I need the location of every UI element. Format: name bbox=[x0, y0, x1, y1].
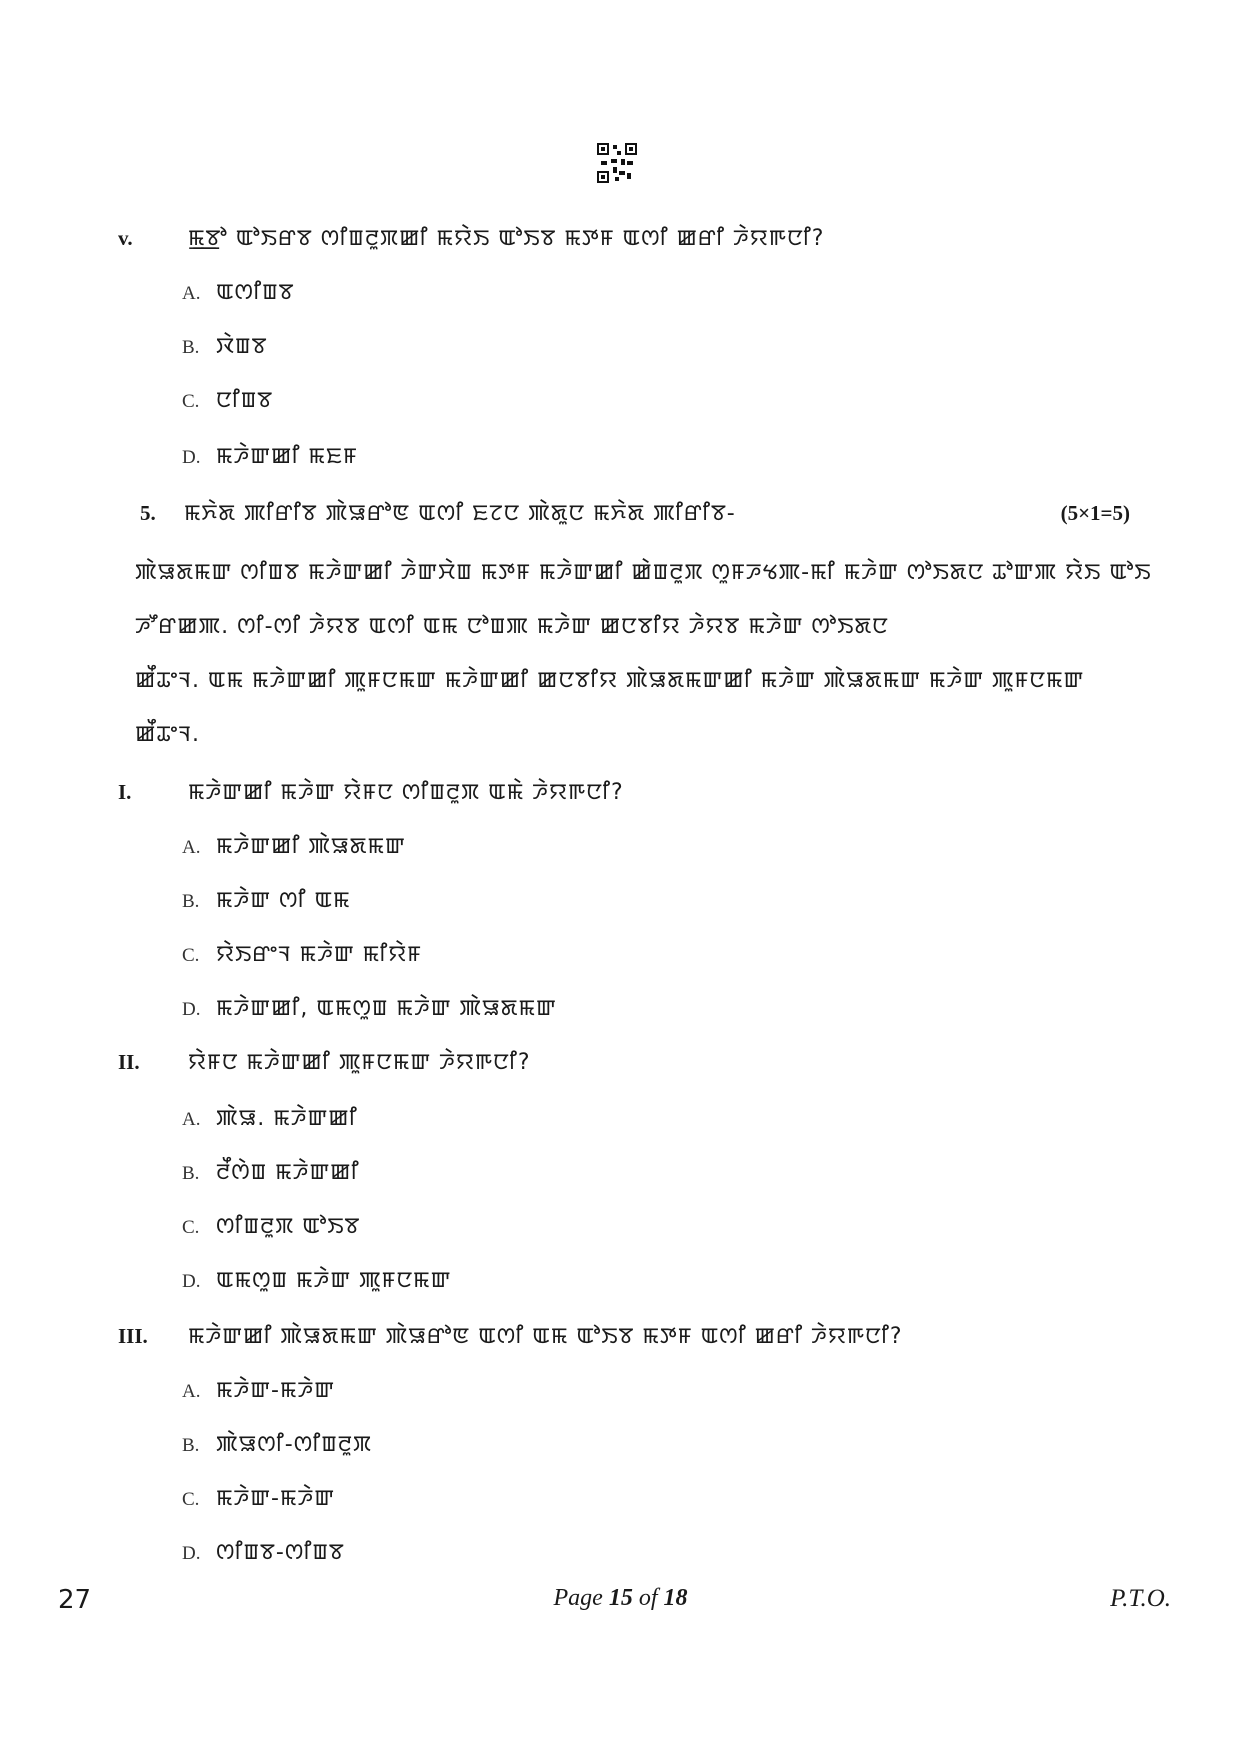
option-text: ꯋꯥꯡꯕ bbox=[216, 334, 268, 359]
option-c[interactable] bbox=[182, 1482, 335, 1513]
option-d[interactable] bbox=[182, 1264, 451, 1295]
option-c[interactable] bbox=[182, 384, 273, 415]
passage-line: ꯀꯩꯊꯦꯜ. bbox=[135, 722, 200, 747]
option-text: ꯂꯩꯁꯥꯡ ꯃꯍꯥꯛꯀꯤ bbox=[216, 1160, 360, 1185]
page-prefix: Page bbox=[553, 1585, 609, 1611]
option-text: ꯑꯃꯁꯨꯡ ꯃꯍꯥꯛ ꯄꯨꯝꯅꯃꯛ bbox=[216, 1268, 452, 1293]
option-b[interactable] bbox=[182, 1428, 372, 1459]
marks-label: (5×1=5) bbox=[1060, 501, 1130, 525]
option-a[interactable] bbox=[182, 830, 406, 861]
pto-label: P.T.O. bbox=[1110, 1585, 1171, 1612]
qr-code-icon bbox=[597, 143, 637, 183]
question-text: ꯃ꯭ꯕꯣ ꯑꯣꯏꯔꯕ ꯁꯤꯡꯂꯨꯞꯀꯤ ꯃꯌꯥꯏ ꯑꯣꯏꯕ ꯃꯇꯝ ꯑꯁꯤ ꯀꯔꯤ ꯍꯥꯌꯒꯅꯤ? bbox=[188, 226, 825, 251]
question-text: ꯃꯍꯥꯛꯀꯤ ꯃꯍꯥꯛ ꯌꯥꯝꯅ ꯁꯤꯡꯂꯨꯞ ꯑꯃꯥ ꯍꯥꯌꯒꯅꯤ? bbox=[188, 780, 624, 805]
option-label: D. bbox=[182, 1271, 201, 1292]
page-of: of bbox=[632, 1585, 664, 1611]
option-d[interactable] bbox=[182, 1536, 345, 1567]
option-label: D. bbox=[182, 1543, 201, 1564]
option-text: ꯁꯤꯡꯂꯨꯞ ꯑꯣꯏꯕ bbox=[216, 1214, 361, 1239]
option-text: ꯃꯍꯥꯛꯀꯤ, ꯑꯃꯁꯨꯡ ꯃꯍꯥꯛ ꯄꯥꯎꯗꯃꯛ bbox=[216, 996, 557, 1021]
option-a[interactable] bbox=[182, 1374, 335, 1405]
option-text: ꯑꯁꯤꯡꯕ bbox=[216, 280, 295, 305]
question-number: 5. bbox=[140, 501, 156, 525]
option-label: C. bbox=[182, 945, 200, 966]
option-text: ꯄꯥꯎꯁꯤ-ꯁꯤꯡꯂꯨꯞ bbox=[216, 1432, 372, 1457]
passage-line: ꯀꯩꯊꯦꯜ. ꯑꯃ ꯃꯍꯥꯛꯀꯤ ꯄꯨꯝꯅꯃꯛ ꯃꯍꯥꯛꯀꯤ ꯀꯅꯕꯤꯌ ꯄꯥꯎꯗꯃꯛꯀꯤ ꯃꯍꯥꯛ ꯄꯥꯎꯗꯃꯛ ꯃꯍꯥꯛ ꯄꯨꯝꯅꯃꯛ bbox=[135, 668, 1085, 693]
option-label: B. bbox=[182, 337, 200, 358]
question-iii bbox=[118, 1320, 903, 1351]
paper-code: 27 bbox=[58, 1585, 92, 1615]
option-b[interactable] bbox=[182, 330, 267, 361]
option-text: ꯃꯍꯥꯛꯀꯤ ꯃꯐꯝ bbox=[216, 444, 358, 469]
option-label: A. bbox=[182, 1381, 201, 1402]
passage-line: ꯍꯧꯔꯀꯄ. ꯁꯤ-ꯁꯤ ꯍꯥꯌꯕ ꯑꯁꯤ ꯑꯃ ꯅꯣꯡꯄ ꯃꯍꯥꯛ ꯀꯅꯕꯤꯌ ꯍꯥꯌꯕ ꯃꯍꯥꯛ ꯁꯣꯏꯗꯅ bbox=[135, 614, 889, 639]
option-label: D. bbox=[182, 999, 201, 1020]
option-c[interactable] bbox=[182, 1210, 360, 1241]
option-label: B. bbox=[182, 1435, 200, 1456]
option-b[interactable] bbox=[182, 1156, 360, 1187]
question-v bbox=[118, 222, 824, 253]
option-label: C. bbox=[182, 1489, 200, 1510]
option-text: ꯁꯤꯡꯕ-ꯁꯤꯡꯕ bbox=[216, 1540, 345, 1565]
question-ii bbox=[118, 1046, 531, 1077]
option-c[interactable] bbox=[182, 938, 422, 969]
option-text: ꯃꯍꯥꯛ-ꯃꯍꯥꯛ bbox=[216, 1378, 335, 1403]
page-total: 18 bbox=[663, 1585, 688, 1611]
option-label: C. bbox=[182, 1217, 200, 1238]
option-text: ꯅꯤꯡꯕ bbox=[216, 388, 274, 413]
question-number: v. bbox=[118, 226, 133, 250]
option-d[interactable] bbox=[182, 440, 358, 471]
option-a[interactable] bbox=[182, 1102, 358, 1133]
question-i bbox=[118, 776, 624, 807]
option-label: C. bbox=[182, 391, 200, 412]
question-text: ꯃꯈꯥꯗ ꯄꯤꯔꯤꯕ ꯄꯥꯎꯔꯣꯟ ꯑꯁꯤ ꯐꯖꯅ ꯄꯥꯗꯨꯅ ꯃꯈꯥꯗ ꯄꯤꯔꯤꯕ- bbox=[184, 501, 736, 526]
question-text: ꯃꯍꯥꯛꯀꯤ ꯄꯥꯎꯗꯃꯛ ꯄꯥꯎꯔꯣꯟ ꯑꯁꯤ ꯑꯃ ꯑꯣꯏꯕ ꯃꯇꯝ ꯑꯁꯤ ꯀꯔꯤ ꯍꯥꯌꯒꯅꯤ? bbox=[188, 1324, 903, 1349]
question-number: I. bbox=[118, 780, 132, 804]
page-current: 15 bbox=[608, 1585, 633, 1611]
option-a[interactable] bbox=[182, 276, 294, 307]
option-text: ꯄꯥꯎ. ꯃꯍꯥꯛꯀꯤ bbox=[216, 1106, 358, 1131]
question-number: II. bbox=[118, 1050, 140, 1074]
question-text: ꯌꯥꯝꯅ ꯃꯍꯥꯛꯀꯤ ꯄꯨꯝꯅꯃꯛ ꯍꯥꯌꯒꯅꯤ? bbox=[188, 1050, 531, 1075]
option-text: ꯃꯍꯥꯛ ꯁꯤ ꯑꯃ bbox=[216, 888, 351, 913]
page-number bbox=[0, 1585, 1241, 1612]
option-text: ꯃꯍꯥꯛ-ꯃꯍꯥꯛ bbox=[216, 1486, 335, 1511]
option-label: B. bbox=[182, 1163, 200, 1184]
question-5 bbox=[140, 497, 1130, 528]
option-label: A. bbox=[182, 837, 201, 858]
question-number: III. bbox=[118, 1324, 148, 1348]
passage-line: ꯄꯥꯎꯗꯃꯛ ꯁꯤꯡꯕ ꯃꯍꯥꯛꯀꯤ ꯍꯥꯛꯆꯥꯡ ꯃꯇꯝ ꯃꯍꯥꯛꯀꯤ ꯀꯥꯡꯂꯨꯞ ꯁꯨꯝꯍꯠꯄ-ꯃꯤ ꯃꯍꯥꯛ ꯁꯣꯏꯗꯅ ꯊꯣꯛꯄ ꯌꯥꯏ ꯑꯣꯏ bbox=[135, 560, 1152, 585]
option-b[interactable] bbox=[182, 884, 351, 915]
option-d[interactable] bbox=[182, 992, 557, 1023]
option-label: A. bbox=[182, 1109, 201, 1130]
option-text: ꯃꯍꯥꯛꯀꯤ ꯄꯥꯎꯗꯃꯛ bbox=[216, 834, 406, 859]
option-label: A. bbox=[182, 283, 201, 304]
option-text: ꯌꯥꯏꯔꯦꯜ ꯃꯍꯥꯛ ꯃꯤꯌꯥꯝ bbox=[216, 942, 423, 967]
option-label: D. bbox=[182, 447, 201, 468]
option-label: B. bbox=[182, 891, 200, 912]
